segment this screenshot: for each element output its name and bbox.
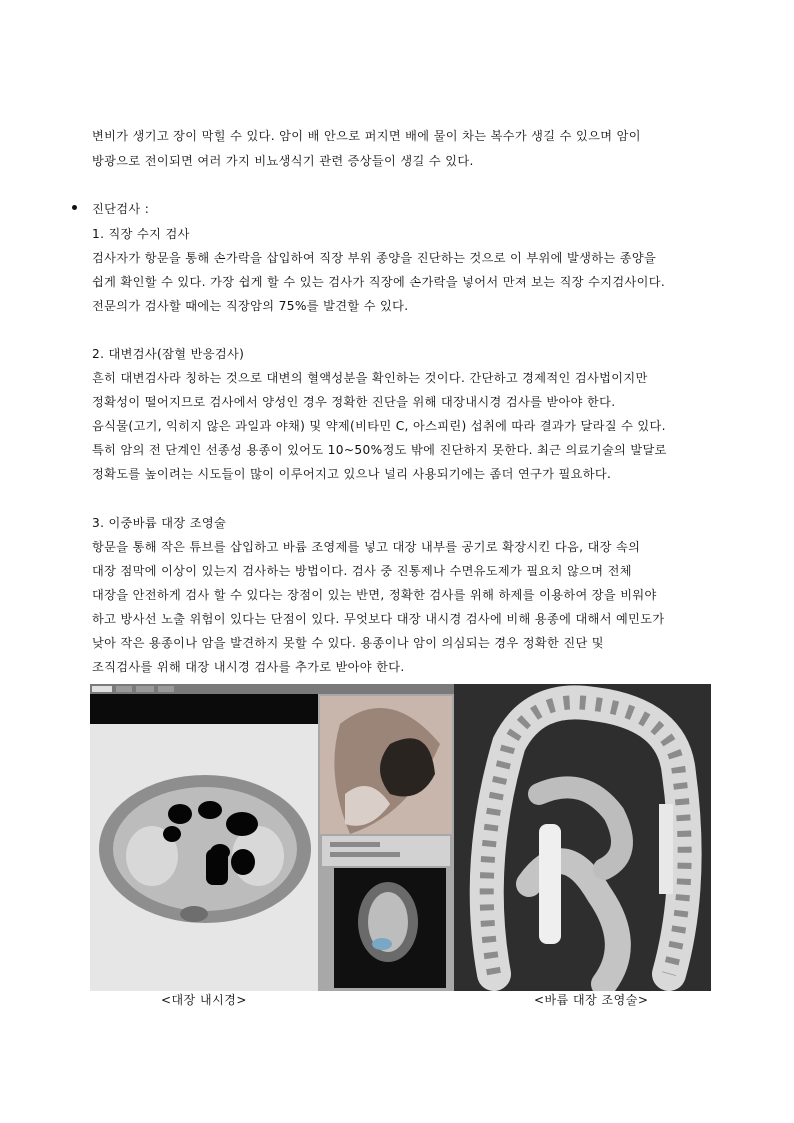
- item-3-title: 3. 이중바륨 대장 조영술: [92, 516, 227, 530]
- intro-line-1: 변비가 생기고 장이 막힐 수 있다. 암이 배 안으로 퍼지면 배에 물이 차는 복수가 생길 수 있으며 암이: [92, 129, 641, 143]
- virtual-colonoscopy-image: [90, 684, 454, 991]
- barium-enema-image: [454, 684, 711, 991]
- section-heading: 진단검사 :: [92, 202, 150, 216]
- left-figure-caption: <대장 내시경>: [161, 993, 247, 1007]
- item-3-line-4: 하고 방사선 노출 위험이 있다는 단점이 있다. 무엇보다 대장 내시경 검사에 비해 용종에 대해서 예민도가: [92, 612, 665, 626]
- right-figure-caption: <바륨 대장 조영술>: [534, 993, 649, 1007]
- item-2-title: 2. 대변검사(잠혈 반응검사): [92, 347, 245, 361]
- item-3-line-5: 낮아 작은 용종이나 암을 발견하지 못할 수 있다. 용종이나 암이 의심되는 경우 정확한 진단 및: [92, 636, 604, 650]
- item-3-line-2: 대장 점막에 이상이 있는지 검사하는 방법이다. 검사 중 진통제나 수면유도제가 필요치 않으며 전체: [92, 564, 632, 578]
- item-2-line-5: 정확도를 높이려는 시도들이 많이 이루어지고 있으나 널리 사용되기에는 좀더 연구가 필요하다.: [92, 467, 612, 481]
- intro-line-2: 방광으로 전이되면 여러 가지 비뇨생식기 관련 증상들이 생길 수 있다.: [92, 154, 474, 168]
- item-2-line-1: 흔히 대변검사라 칭하는 것으로 대변의 혈액성분을 확인하는 것이다. 간단하고 경제적인 검사법이지만: [92, 371, 648, 385]
- item-2-line-3: 음식물(고기, 익히지 않은 과일과 야채) 및 약제(비타민 C, 아스피린) 섭취에 따라 결과가 달라질 수 있다.: [92, 419, 666, 433]
- item-3-line-3: 대장을 안전하게 검사 할 수 있다는 장점이 있는 반면, 정확한 검사를 위해 하제를 이용하여 장을 비워야: [92, 588, 657, 602]
- item-2-line-2: 정확성이 떨어지므로 검사에서 양성인 경우 정확한 진단을 위해 대장내시경 검사를 받아야 한다.: [92, 395, 616, 409]
- item-1-line-1: 검사자가 항문을 통해 손가락을 삽입하여 직장 부위 종양을 진단하는 것으로 이 부위에 발생하는 종양을: [92, 251, 657, 265]
- item-3-line-1: 항문을 통해 작은 튜브를 삽입하고 바륨 조영제를 넣고 대장 내부를 공기로 확장시킨 다음, 대장 속의: [92, 540, 641, 554]
- item-2-line-4: 특히 암의 전 단계인 선종성 용종이 있어도 10~50%정도 밖에 진단하지 못한다. 최근 의료기술의 발달로: [92, 443, 667, 457]
- item-1-line-2: 쉽게 확인할 수 있다. 가장 쉽게 할 수 있는 검사가 직장에 손가락을 넣어서 만져 보는 직장 수지검사이다.: [92, 275, 666, 289]
- item-3-line-6: 조직검사를 위해 대장 내시경 검사를 추가로 받아야 한다.: [92, 660, 405, 674]
- item-1-title: 1. 직장 수지 검사: [92, 227, 190, 241]
- item-1-line-3: 전문의가 검사할 때에는 직장암의 75%를 발견할 수 있다.: [92, 299, 409, 313]
- bullet-icon: [72, 205, 77, 210]
